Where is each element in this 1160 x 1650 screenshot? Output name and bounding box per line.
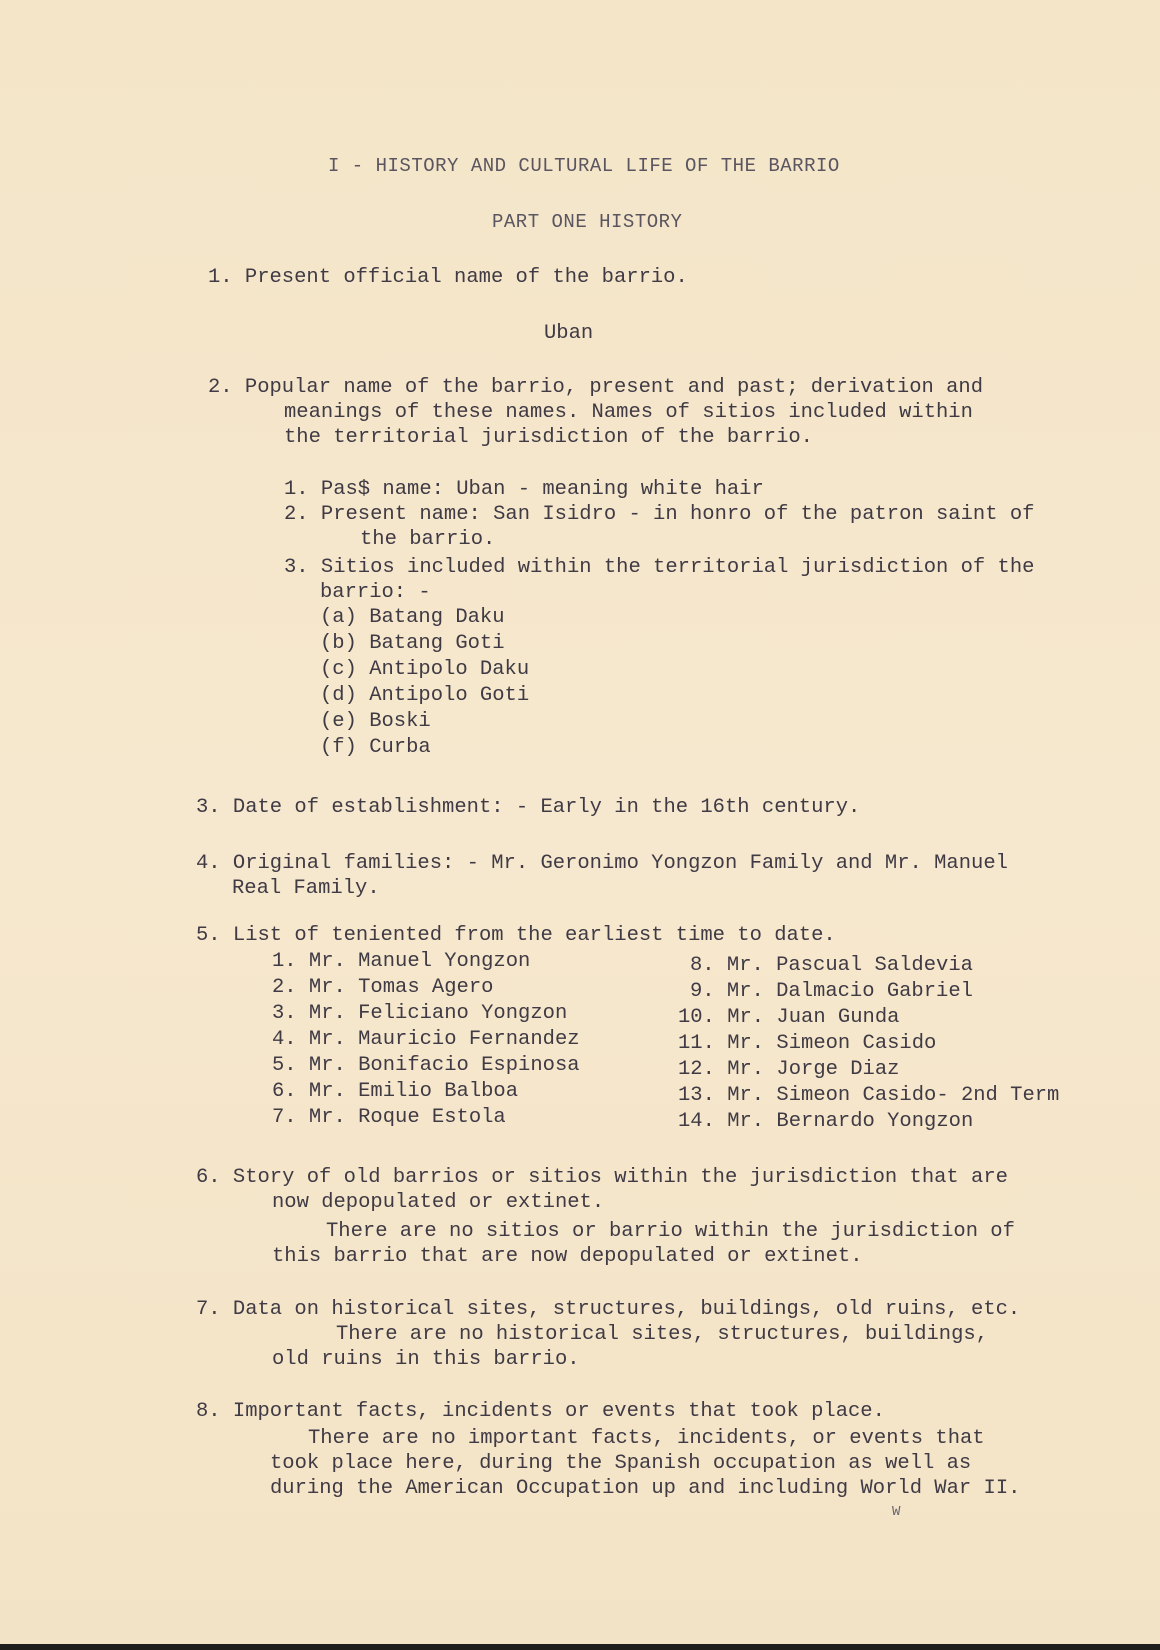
initial-mark: W xyxy=(892,1504,901,1520)
question-3: 3. Date of establishment: - Early in the 16th century. xyxy=(196,796,861,819)
teniente-list-item: 8. Mr. Pascual Saldevia xyxy=(690,954,973,977)
question-6-line-2: now depopulated or extinet. xyxy=(272,1191,605,1214)
teniente-list-item: 12. Mr. Jorge Diaz xyxy=(678,1058,900,1081)
question-4-line-2: Real Family. xyxy=(232,877,380,900)
teniente-list-item: 11. Mr. Simeon Casido xyxy=(678,1032,937,1055)
q2-item-3-cont: barrio: - xyxy=(320,581,431,604)
teniente-list-item: 9. Mr. Dalmacio Gabriel xyxy=(690,980,973,1003)
teniente-list-item: 14. Mr. Bernardo Yongzon xyxy=(678,1110,974,1133)
answer-8-line-1: There are no important facts, incidents, or events that xyxy=(308,1427,985,1450)
teniente-list-item: 4. Mr. Mauricio Fernandez xyxy=(272,1028,580,1051)
sitio-d: (d) Antipolo Goti xyxy=(320,684,530,707)
q2-item-2: 2. Present name: San Isidro - in honro of the patron saint of xyxy=(284,503,1035,526)
sitio-e: (e) Boski xyxy=(320,710,431,733)
answer-6-line-2: this barrio that are now depopulated or extinet. xyxy=(272,1245,863,1268)
teniente-list-item: 2. Mr. Tomas Agero xyxy=(272,976,494,999)
teniente-list-item: 3. Mr. Feliciano Yongzon xyxy=(272,1002,568,1025)
sitio-f: (f) Curba xyxy=(320,736,431,759)
answer-6-line-1: There are no sitios or barrio within the jurisdiction of xyxy=(326,1220,1015,1243)
sitio-b: (b) Batang Goti xyxy=(320,632,505,655)
answer-7-line-1: There are no historical sites, structures, buildings, xyxy=(336,1323,989,1346)
teniente-list-item: 13. Mr. Simeon Casido- 2nd Term xyxy=(678,1084,1060,1107)
question-2-line-3: the territorial jurisdiction of the barrio. xyxy=(284,426,813,449)
part-title: PART ONE HISTORY xyxy=(492,211,683,233)
sitio-a: (a) Batang Daku xyxy=(320,606,505,629)
question-2-line-2: meanings of these names. Names of sitios included within xyxy=(284,401,973,424)
question-6-line-1: 6. Story of old barrios or sitios within the jurisdiction that are xyxy=(196,1166,1008,1189)
teniente-list-item: 10. Mr. Juan Gunda xyxy=(678,1006,900,1029)
q2-item-2-cont: the barrio. xyxy=(360,528,496,551)
teniente-list-item: 6. Mr. Emilio Balboa xyxy=(272,1080,519,1103)
question-2-line-1: 2. Popular name of the barrio, present and past; derivation and xyxy=(208,376,984,399)
q2-item-1: 1. Pas$ name: Uban - meaning white hair xyxy=(284,478,764,501)
teniente-list-item: 7. Mr. Roque Estola xyxy=(272,1106,506,1129)
teniente-list-item: 1. Mr. Manuel Yongzon xyxy=(272,950,531,973)
section-title: I - HISTORY AND CULTURAL LIFE OF THE BARRIO xyxy=(328,155,840,177)
bottom-edge xyxy=(0,1644,1160,1650)
sitio-c: (c) Antipolo Daku xyxy=(320,658,530,681)
answer-7-line-2: old ruins in this barrio. xyxy=(272,1348,580,1371)
question-8: 8. Important facts, incidents or events that took place. xyxy=(196,1400,885,1423)
q2-item-3: 3. Sitios included within the territorial jurisdiction of the xyxy=(284,556,1035,579)
teniente-list-item: 5. Mr. Bonifacio Espinosa xyxy=(272,1054,580,1077)
answer-8-line-2: took place here, during the Spanish occupation as well as xyxy=(270,1452,972,1475)
question-1: 1. Present official name of the barrio. xyxy=(208,266,688,289)
answer-1: Uban xyxy=(544,322,594,345)
question-4-line-1: 4. Original families: - Mr. Geronimo Yongzon Family and Mr. Manuel xyxy=(196,852,1008,875)
question-7: 7. Data on historical sites, structures, buildings, old ruins, etc. xyxy=(196,1298,1021,1321)
question-5: 5. List of teniented from the earliest time to date. xyxy=(196,924,836,947)
answer-8-line-3: during the American Occupation up and including World War II. xyxy=(270,1477,1021,1500)
